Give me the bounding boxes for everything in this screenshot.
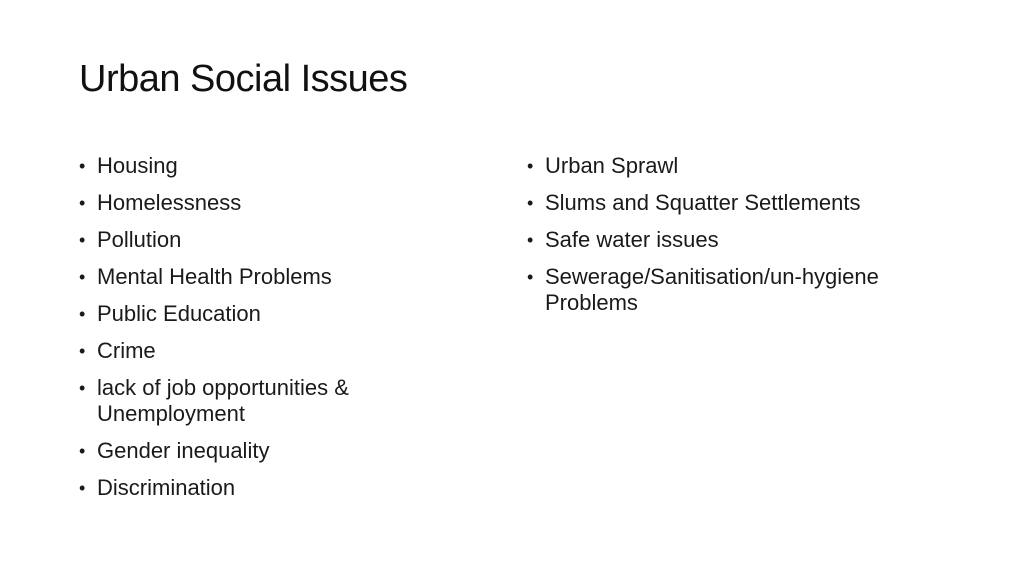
list-item-text: Slums and Squatter Settlements (545, 190, 861, 215)
list-item (527, 153, 957, 179)
list-item-text: Sewerage/Sanitisation/un-hygiene Problems (545, 264, 879, 315)
list-item (79, 375, 479, 427)
list-item (79, 301, 479, 327)
bullet-icon: • (79, 267, 86, 287)
bullet-icon: • (527, 156, 534, 176)
list-item-text: Mental Health Problems (97, 264, 332, 289)
bullet-icon: • (79, 341, 86, 361)
bullet-icon: • (527, 193, 534, 213)
list-item (527, 190, 957, 216)
bullet-icon: • (527, 267, 534, 287)
bullet-icon: • (79, 478, 86, 498)
bullet-icon: • (79, 304, 86, 324)
list-item-text: Crime (97, 338, 156, 363)
list-item (79, 190, 479, 216)
bullet-icon: • (79, 441, 86, 461)
left-bullet-list (79, 153, 479, 512)
bullet-icon: • (79, 378, 86, 398)
list-item (79, 475, 479, 501)
right-bullet-list (527, 153, 957, 327)
list-item (527, 227, 957, 253)
bullet-icon: • (527, 230, 534, 250)
list-item (79, 153, 479, 179)
list-item-text: lack of job opportunities & Unemployment (97, 375, 349, 426)
bullet-icon: • (79, 230, 86, 250)
list-item-text: Pollution (97, 227, 182, 252)
bullet-icon: • (79, 156, 86, 176)
list-item-text: Safe water issues (545, 227, 719, 252)
list-item (527, 264, 957, 316)
bullet-icon: • (79, 193, 86, 213)
list-item-text: Gender inequality (97, 438, 270, 463)
slide-title: Urban Social Issues (79, 58, 408, 100)
list-item-text: Urban Sprawl (545, 153, 679, 178)
list-item-text: Homelessness (97, 190, 242, 215)
list-item-text: Discrimination (97, 475, 236, 500)
list-item (79, 338, 479, 364)
list-item (79, 264, 479, 290)
list-item-text: Public Education (97, 301, 261, 326)
list-item (79, 438, 479, 464)
list-item-text: Housing (97, 153, 178, 178)
list-item (79, 227, 479, 253)
